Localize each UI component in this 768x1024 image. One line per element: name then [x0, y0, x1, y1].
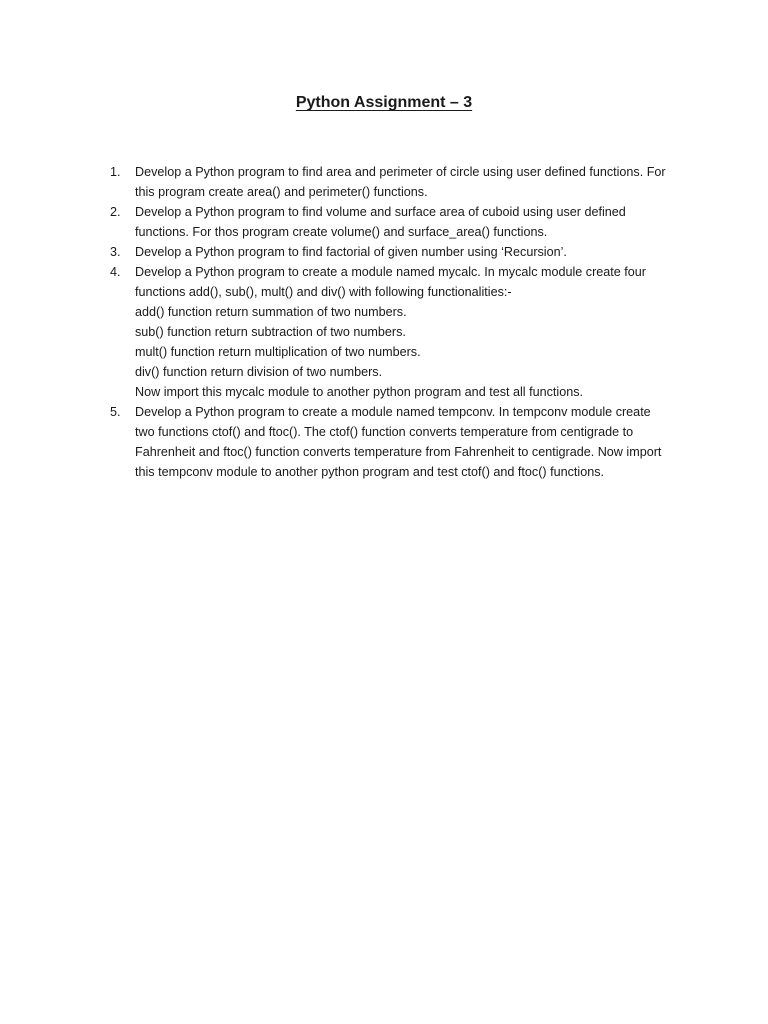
- page-title: [0, 92, 768, 114]
- question-text-line: Develop a Python program to create a module named mycalc. In mycalc module create four: [135, 265, 646, 279]
- page-title-text: Python Assignment – 3: [295, 94, 473, 111]
- question-text-line: add() function return summation of two numbers.: [135, 305, 407, 319]
- question-item: [108, 402, 688, 482]
- question-item: [108, 262, 688, 402]
- question-text-line: two functions ctof() and ftoc(). The ctof() function converts temperature from centigrade to: [135, 425, 634, 439]
- question-text-line: this tempconv module to another python program and test ctof() and ftoc() functions.: [135, 465, 605, 479]
- question-item: [108, 202, 688, 242]
- question-text-line: sub() function return subtraction of two numbers.: [135, 325, 406, 339]
- question-number: 4.: [110, 265, 121, 279]
- question-text-line: Develop a Python program to create a module named tempconv. In tempconv module create: [135, 405, 651, 419]
- question-text-line: this program create area() and perimeter() functions.: [135, 185, 428, 199]
- question-text-line: functions. For thos program create volume() and surface_area() functions.: [135, 225, 548, 239]
- question-number: 3.: [110, 245, 121, 259]
- question-text-line: functions add(), sub(), mult() and div() with following functionalities:-: [135, 285, 512, 299]
- question-list: [108, 162, 688, 482]
- question-text-line: Develop a Python program to find factorial of given number using ‘Recursion’.: [135, 245, 567, 259]
- question-number: 2.: [110, 205, 121, 219]
- question-text-line: Fahrenheit and ftoc() function converts temperature from Fahrenheit to centigrade. Now import: [135, 445, 662, 459]
- question-item: [108, 162, 688, 202]
- question-number: 1.: [110, 165, 121, 179]
- question-text-line: Develop a Python program to find area and perimeter of circle using user defined functions. For: [135, 165, 666, 179]
- question-text-line: mult() function return multiplication of two numbers.: [135, 345, 421, 359]
- question-item: [108, 242, 688, 262]
- question-text-line: div() function return division of two numbers.: [135, 365, 383, 379]
- question-number: 5.: [110, 405, 121, 419]
- question-text-line: Develop a Python program to find volume and surface area of cuboid using user defined: [135, 205, 626, 219]
- question-text-line: Now import this mycalc module to another python program and test all functions.: [135, 385, 583, 399]
